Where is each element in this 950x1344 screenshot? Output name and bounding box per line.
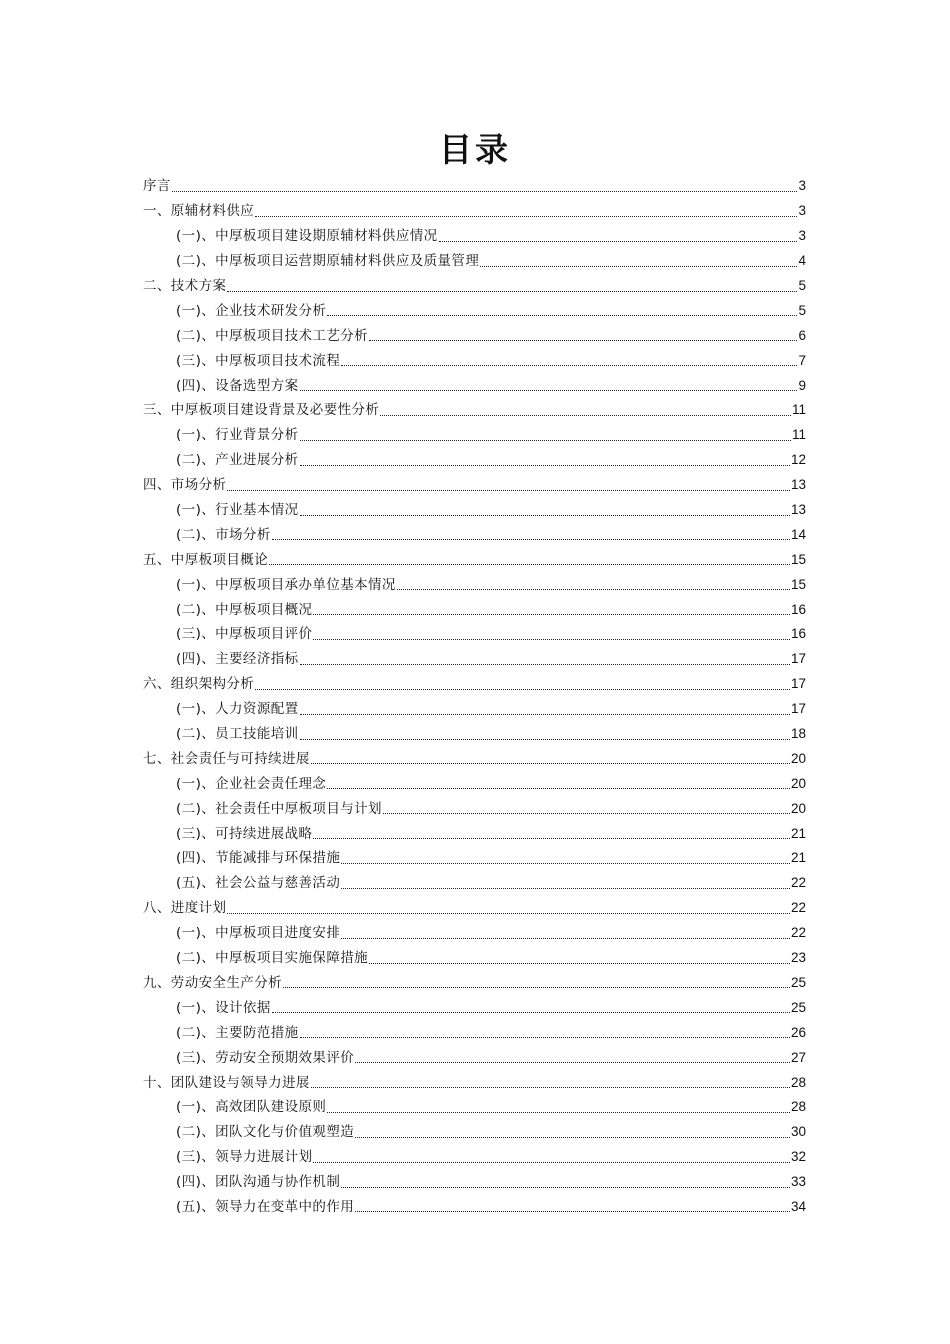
toc-entry-label: 九、劳动安全生产分析 [143, 974, 282, 991]
toc-page-number: 25 [790, 999, 806, 1015]
toc-section-entry[interactable] [143, 846, 806, 871]
toc-entry-label: (二)、中厚板项目概况 [176, 601, 313, 618]
toc-entry-label: (四)、主要经济指标 [176, 651, 299, 668]
toc-page-number: 13 [790, 477, 806, 493]
toc-section-entry[interactable] [143, 697, 806, 722]
toc-dot-leader [272, 525, 790, 540]
toc-entry-label: 五、中厚板项目概论 [143, 551, 269, 568]
toc-page-number: 12 [790, 452, 806, 468]
toc-section-entry[interactable] [143, 298, 806, 323]
toc-chapter-entry[interactable] [143, 547, 806, 572]
toc-page-number: 6 [798, 327, 806, 343]
toc-dot-leader [313, 1148, 790, 1163]
toc-page-number: 20 [790, 800, 806, 816]
toc-dot-leader [369, 326, 797, 341]
toc-entry-label: 四、市场分析 [143, 477, 227, 494]
toc-section-entry[interactable] [143, 622, 806, 647]
toc-section-entry[interactable] [143, 373, 806, 398]
toc-dot-leader [341, 351, 797, 366]
toc-page-number: 4 [798, 253, 806, 269]
toc-chapter-entry[interactable] [143, 274, 806, 299]
toc-page-number: 32 [790, 1149, 806, 1165]
toc-chapter-entry[interactable] [143, 174, 806, 199]
toc-chapter-entry[interactable] [143, 1070, 806, 1095]
toc-page-number: 14 [790, 526, 806, 542]
toc-section-entry[interactable] [143, 249, 806, 274]
toc-section-entry[interactable] [143, 224, 806, 249]
toc-page-number: 7 [798, 352, 806, 368]
toc-dot-leader [341, 1173, 790, 1188]
toc-page-number: 18 [790, 726, 806, 742]
toc-section-entry[interactable] [143, 1045, 806, 1070]
toc-dot-leader [480, 252, 797, 267]
toc-section-entry[interactable] [143, 821, 806, 846]
toc-chapter-entry[interactable] [143, 199, 806, 224]
toc-section-entry[interactable] [143, 423, 806, 448]
toc-entry-label: (二)、社会责任中厚板项目与计划 [176, 800, 382, 817]
toc-dot-leader [300, 725, 790, 740]
toc-dot-leader [313, 824, 790, 839]
toc-entry-label: (四)、节能减排与环保措施 [176, 850, 341, 867]
toc-dot-leader [300, 451, 790, 466]
toc-entry-label: (二)、员工技能培训 [176, 726, 299, 743]
toc-section-entry[interactable] [143, 722, 806, 747]
toc-dot-leader [355, 1123, 790, 1138]
toc-dot-leader [311, 1073, 790, 1088]
toc-section-entry[interactable] [143, 448, 806, 473]
toc-entry-label: (一)、中厚板项目建设期原辅材料供应情况 [176, 228, 438, 245]
toc-entry-label: (三)、劳动安全预期效果评价 [176, 1049, 355, 1066]
toc-section-entry[interactable] [143, 348, 806, 373]
toc-entry-label: (一)、人力资源配置 [176, 701, 299, 718]
toc-entry-label: 六、组织架构分析 [143, 676, 255, 693]
toc-entry-label: 序言 [143, 178, 171, 195]
toc-page-number: 17 [790, 676, 806, 692]
toc-chapter-entry[interactable] [143, 896, 806, 921]
toc-dot-leader [313, 600, 790, 615]
toc-page-number: 17 [790, 701, 806, 717]
toc-entry-label: (二)、中厚板项目技术工艺分析 [176, 327, 369, 344]
toc-chapter-entry[interactable] [143, 398, 806, 423]
toc-dot-leader [383, 799, 790, 814]
toc-dot-leader [300, 426, 791, 441]
toc-page-number: 5 [798, 278, 806, 293]
toc-section-entry[interactable] [143, 1020, 806, 1045]
toc-section-entry[interactable] [143, 771, 806, 796]
toc-dot-leader [380, 401, 791, 416]
toc-dot-leader [369, 949, 790, 964]
toc-page-number: 23 [790, 950, 806, 966]
toc-page-number: 25 [790, 974, 806, 990]
toc-dot-leader [272, 998, 790, 1013]
toc-dot-leader [227, 277, 797, 292]
toc-section-entry[interactable] [143, 1195, 806, 1220]
toc-page-number: 26 [790, 1024, 806, 1040]
toc-dot-leader [341, 849, 790, 864]
toc-chapter-entry[interactable] [143, 672, 806, 697]
toc-dot-leader [300, 700, 790, 715]
toc-dot-leader [255, 202, 797, 217]
toc-entry-label: (二)、市场分析 [176, 526, 271, 543]
toc-entry-label: (一)、设计依据 [176, 999, 271, 1016]
toc-dot-leader [341, 924, 790, 939]
toc-dot-leader [327, 301, 797, 316]
toc-page-number: 11 [791, 402, 806, 418]
toc-entry-label: (四)、团队沟通与协作机制 [176, 1174, 341, 1191]
toc-entry-label: 一、原辅材料供应 [143, 203, 255, 220]
toc-dot-leader [341, 874, 790, 889]
toc-page-number: 33 [790, 1174, 806, 1190]
toc-page-number: 3 [798, 178, 806, 194]
toc-page-number: 16 [790, 601, 806, 617]
toc-chapter-entry[interactable] [143, 473, 806, 498]
toc-section-entry[interactable] [143, 522, 806, 547]
toc-section-entry[interactable] [143, 572, 806, 597]
toc-entry-label: (三)、可持续进展战略 [176, 825, 313, 842]
toc-entry-label: (二)、主要防范措施 [176, 1024, 299, 1041]
toc-entry-label: (五)、社会公益与慈善活动 [176, 875, 341, 892]
toc-page-number: 30 [790, 1124, 806, 1140]
toc-dot-leader [439, 227, 798, 242]
toc-page-number: 28 [790, 1074, 806, 1090]
toc-page-number: 34 [790, 1198, 806, 1214]
toc-section-entry[interactable] [143, 1145, 806, 1170]
toc-dot-leader [397, 575, 790, 590]
toc-chapter-entry[interactable] [143, 746, 806, 771]
toc-page-number: 22 [790, 900, 806, 916]
toc-entry-label: (一)、企业社会责任理念 [176, 775, 327, 792]
toc-dot-leader [172, 177, 798, 192]
toc-entry-label: (一)、行业基本情况 [176, 502, 299, 519]
toc-entry-label: 八、进度计划 [143, 900, 227, 917]
toc-entry-label: (五)、领导力在变革中的作用 [176, 1198, 355, 1215]
toc-entry-label: (一)、企业技术研发分析 [176, 302, 327, 319]
toc-page-number: 16 [790, 626, 806, 642]
toc-section-entry[interactable] [143, 647, 806, 672]
toc-entry-label: (一)、高效团队建设原则 [176, 1099, 327, 1116]
toc-page-number: 3 [798, 228, 806, 244]
toc-page-number: 28 [790, 1099, 806, 1115]
toc-section-entry[interactable] [143, 498, 806, 523]
toc-entry-label: (二)、中厚板项目运营期原辅材料供应及质量管理 [176, 253, 480, 270]
toc-entry-label: 十、团队建设与领导力进展 [143, 1074, 310, 1091]
toc-section-entry[interactable] [143, 323, 806, 348]
toc-dot-leader [227, 899, 790, 914]
toc-section-entry[interactable] [143, 1120, 806, 1145]
toc-dot-leader [355, 1197, 790, 1212]
toc-entry-label: (二)、团队文化与价值观塑造 [176, 1124, 355, 1141]
toc-section-entry[interactable] [143, 871, 806, 896]
toc-page-number: 22 [790, 875, 806, 891]
toc-dot-leader [313, 625, 790, 640]
toc-section-entry[interactable] [143, 946, 806, 971]
toc-dot-leader [300, 501, 790, 516]
toc-dot-leader [327, 774, 790, 789]
toc-page-number: 17 [790, 651, 806, 667]
toc-dot-leader [300, 376, 798, 391]
toc-entry-label: (四)、设备选型方案 [176, 377, 299, 394]
page-title: 目录 [439, 130, 511, 169]
toc-dot-leader [283, 973, 790, 988]
toc-section-entry[interactable] [143, 921, 806, 946]
toc-entry-label: (三)、中厚板项目技术流程 [176, 352, 341, 369]
toc-entry-label: (三)、中厚板项目评价 [176, 626, 313, 643]
toc-entry-label: 七、社会责任与可持续进展 [143, 750, 310, 767]
toc-dot-leader [355, 1048, 790, 1063]
toc-page-number: 3 [798, 203, 806, 219]
toc-dot-leader [327, 1098, 790, 1113]
toc-page-number: 11 [791, 427, 806, 443]
toc-page-number: 15 [790, 551, 806, 567]
toc-section-entry[interactable] [143, 796, 806, 821]
toc-page-number: 27 [790, 1049, 806, 1065]
toc-entry-label: (一)、中厚板项目进度安排 [176, 925, 341, 942]
toc-page-number: 15 [790, 576, 806, 592]
table-of-contents [143, 174, 806, 1219]
toc-entry-label: (一)、中厚板项目承办单位基本情况 [176, 576, 396, 593]
toc-page-number: 21 [790, 850, 806, 866]
toc-page-number: 21 [790, 825, 806, 841]
toc-dot-leader [227, 476, 790, 491]
toc-section-entry[interactable] [143, 597, 806, 622]
toc-dot-leader [300, 1023, 790, 1038]
toc-dot-leader [269, 550, 790, 565]
toc-dot-leader [255, 675, 790, 690]
toc-page-number: 22 [790, 925, 806, 941]
toc-page-number: 20 [790, 775, 806, 791]
toc-section-entry[interactable] [143, 1095, 806, 1120]
toc-page-number: 9 [798, 377, 806, 393]
toc-entry-label: (二)、中厚板项目实施保障措施 [176, 950, 369, 967]
toc-section-entry[interactable] [143, 995, 806, 1020]
toc-section-entry[interactable] [143, 1170, 806, 1195]
toc-chapter-entry[interactable] [143, 971, 806, 996]
toc-page-number: 5 [798, 302, 806, 318]
toc-dot-leader [300, 650, 790, 665]
toc-entry-label: 三、中厚板项目建设背景及必要性分析 [143, 402, 380, 419]
toc-dot-leader [311, 749, 790, 764]
toc-entry-label: (三)、领导力进展计划 [176, 1149, 313, 1166]
toc-entry-label: 二、技术方案 [143, 278, 227, 294]
toc-entry-label: (一)、行业背景分析 [176, 427, 299, 444]
toc-page-number: 20 [790, 750, 806, 766]
toc-entry-label: (二)、产业进展分析 [176, 452, 299, 469]
toc-page-number: 13 [790, 502, 806, 518]
